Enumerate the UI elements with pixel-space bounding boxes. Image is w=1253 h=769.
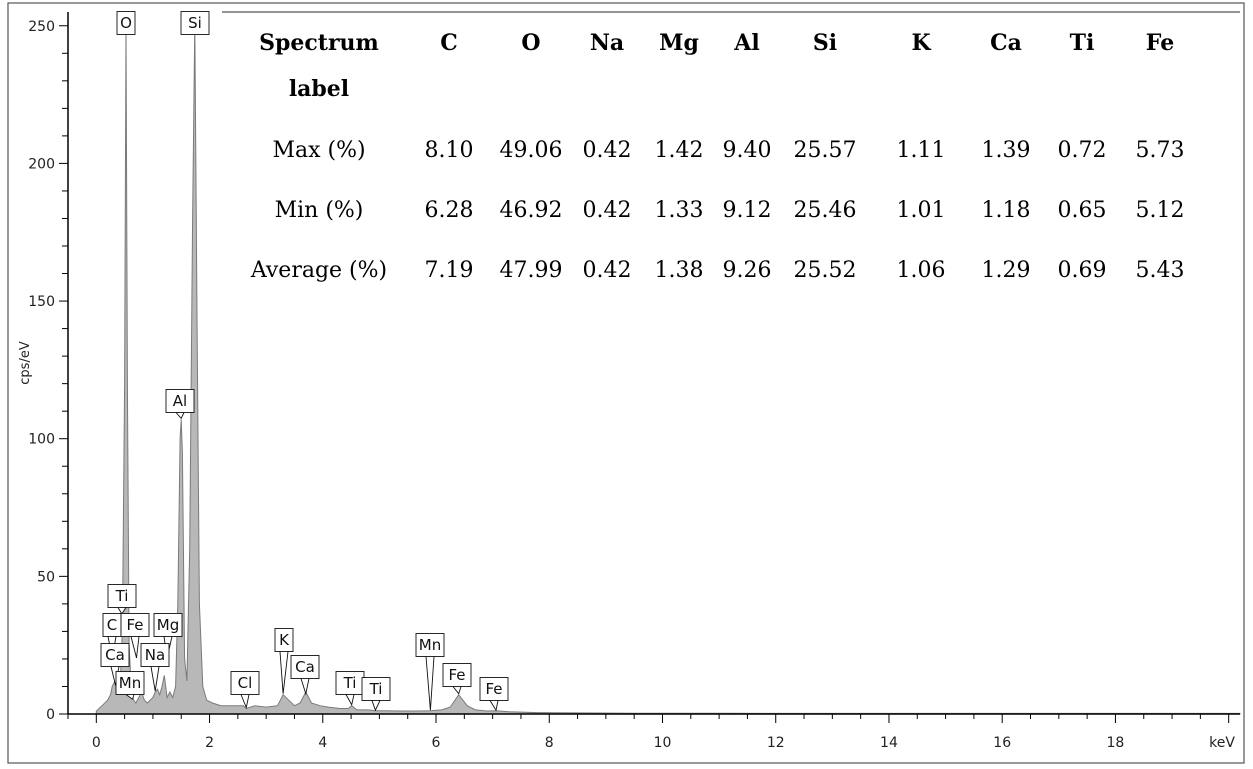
table-cell: 47.99 bbox=[499, 258, 563, 283]
peak-label-text: Mn bbox=[418, 636, 442, 654]
table-cell: 0.42 bbox=[582, 138, 632, 163]
peak-label-text: Ti bbox=[115, 587, 129, 605]
peak-label bbox=[117, 12, 135, 35]
x-tick-label: 14 bbox=[880, 735, 898, 751]
table-cell: 9.26 bbox=[722, 258, 772, 283]
table-cell: 5.43 bbox=[1135, 258, 1185, 283]
peak-label-text: Ca bbox=[295, 658, 315, 676]
x-tick-label: 8 bbox=[544, 735, 554, 751]
table-cell: 5.73 bbox=[1135, 138, 1185, 163]
table-cell: 9.40 bbox=[722, 138, 772, 163]
x-tick-label: 10 bbox=[653, 735, 672, 751]
peak-label bbox=[362, 678, 390, 711]
peak-label bbox=[181, 12, 209, 35]
x-tick-label: 0 bbox=[91, 735, 101, 751]
peak-pointer bbox=[490, 701, 498, 711]
table-cell: 0.42 bbox=[582, 198, 632, 223]
table-cell: 1.06 bbox=[896, 258, 946, 283]
peak-label bbox=[275, 629, 293, 694]
x-axis-title: keV bbox=[1209, 735, 1235, 751]
peak-label bbox=[480, 678, 508, 711]
y-tick-label: 250 bbox=[28, 18, 55, 35]
peak-label-text: K bbox=[279, 631, 289, 649]
table-header-element: Ti bbox=[1069, 30, 1095, 56]
y-tick-label: 0 bbox=[46, 707, 55, 723]
peak-pointer bbox=[453, 687, 461, 694]
table-cell: 0.69 bbox=[1057, 258, 1107, 283]
table-cell: 46.92 bbox=[499, 198, 563, 223]
x-tick-label: 12 bbox=[766, 735, 785, 751]
table-cell: 1.33 bbox=[654, 198, 704, 223]
peak-label-text: Fe bbox=[126, 616, 144, 634]
table-cell: 0.65 bbox=[1057, 198, 1107, 223]
peak-pointer bbox=[372, 701, 380, 711]
peak-label bbox=[416, 634, 444, 711]
y-axis-title: cps/eV bbox=[18, 341, 33, 385]
peak-label-text: Ti bbox=[343, 674, 357, 692]
table-cell: 1.39 bbox=[981, 138, 1031, 163]
y-tick-label: 100 bbox=[28, 431, 55, 448]
spectrum-area bbox=[96, 23, 1240, 714]
peak-label-text: Cl bbox=[237, 674, 253, 692]
table-header-label: label bbox=[288, 76, 350, 102]
table-row-label: Average (%) bbox=[250, 258, 388, 283]
table-header-element: Mg bbox=[659, 30, 699, 56]
table-header-element: K bbox=[911, 30, 931, 56]
table-cell: 7.19 bbox=[424, 258, 474, 283]
table-cell: 0.72 bbox=[1057, 138, 1107, 163]
table-cell: 6.28 bbox=[424, 198, 474, 223]
peak-label bbox=[336, 672, 364, 705]
peak-pointer bbox=[301, 679, 309, 694]
peak-label-text: Fe bbox=[448, 666, 466, 684]
peak-pointer bbox=[346, 695, 354, 705]
y-tick-label: 200 bbox=[28, 156, 55, 173]
peak-label-text: Si bbox=[188, 14, 202, 32]
peak-label bbox=[108, 585, 136, 614]
x-tick-label: 18 bbox=[1106, 735, 1125, 751]
peak-pointer bbox=[151, 667, 159, 692]
table-cell: 8.10 bbox=[424, 138, 474, 163]
peak-label bbox=[166, 390, 194, 419]
x-tick-label: 2 bbox=[205, 735, 215, 751]
peak-label-text: Mg bbox=[156, 616, 180, 634]
peak-label-text: Ti bbox=[369, 680, 383, 698]
peak-pointer bbox=[280, 652, 288, 694]
peak-pointer bbox=[131, 637, 139, 658]
table-header-element: Fe bbox=[1145, 30, 1175, 56]
table-header-element: Ca bbox=[990, 30, 1022, 56]
peak-label bbox=[231, 672, 259, 708]
peak-label-text: Ca bbox=[105, 646, 125, 664]
table-cell: 1.11 bbox=[896, 138, 946, 163]
table-cell: 49.06 bbox=[499, 138, 563, 163]
y-tick-label: 150 bbox=[28, 294, 55, 311]
table-cell: 0.42 bbox=[582, 258, 632, 283]
table-header-element: C bbox=[440, 30, 458, 56]
peak-label-text: Fe bbox=[485, 680, 503, 698]
table-header-label: Spectrum bbox=[259, 30, 379, 56]
table-cell: 1.18 bbox=[981, 198, 1031, 223]
table-cell: 9.12 bbox=[722, 198, 772, 223]
peak-pointer bbox=[176, 413, 184, 419]
table-cell: 1.01 bbox=[896, 198, 946, 223]
peak-pointer bbox=[426, 657, 434, 711]
y-tick-label: 50 bbox=[37, 569, 55, 586]
table-header-element: Si bbox=[812, 30, 838, 56]
peak-label-text: Al bbox=[172, 392, 188, 410]
table-cell: 25.46 bbox=[793, 198, 857, 223]
table-cell: 1.29 bbox=[981, 258, 1031, 283]
table-header-element: O bbox=[521, 30, 541, 56]
table-header-element: Na bbox=[589, 30, 625, 56]
table-cell: 5.12 bbox=[1135, 198, 1185, 223]
peak-label-text: Na bbox=[144, 646, 166, 664]
peak-label bbox=[291, 656, 319, 694]
x-tick-label: 16 bbox=[993, 735, 1012, 751]
peak-label-text: Mn bbox=[118, 674, 142, 692]
table-cell: 25.57 bbox=[793, 138, 857, 163]
peak-label-text: C bbox=[106, 616, 118, 634]
table-header-element: Al bbox=[734, 30, 760, 56]
table-cell: 25.52 bbox=[793, 258, 857, 283]
peak-label bbox=[443, 664, 471, 694]
x-tick-label: 6 bbox=[431, 735, 441, 751]
table-row-label: Min (%) bbox=[274, 198, 364, 223]
x-tick-label: 4 bbox=[318, 735, 328, 751]
table-cell: 1.42 bbox=[654, 138, 704, 163]
table-row-label: Max (%) bbox=[272, 138, 366, 163]
table-cell: 1.38 bbox=[654, 258, 704, 283]
peak-label-text: O bbox=[120, 14, 132, 32]
